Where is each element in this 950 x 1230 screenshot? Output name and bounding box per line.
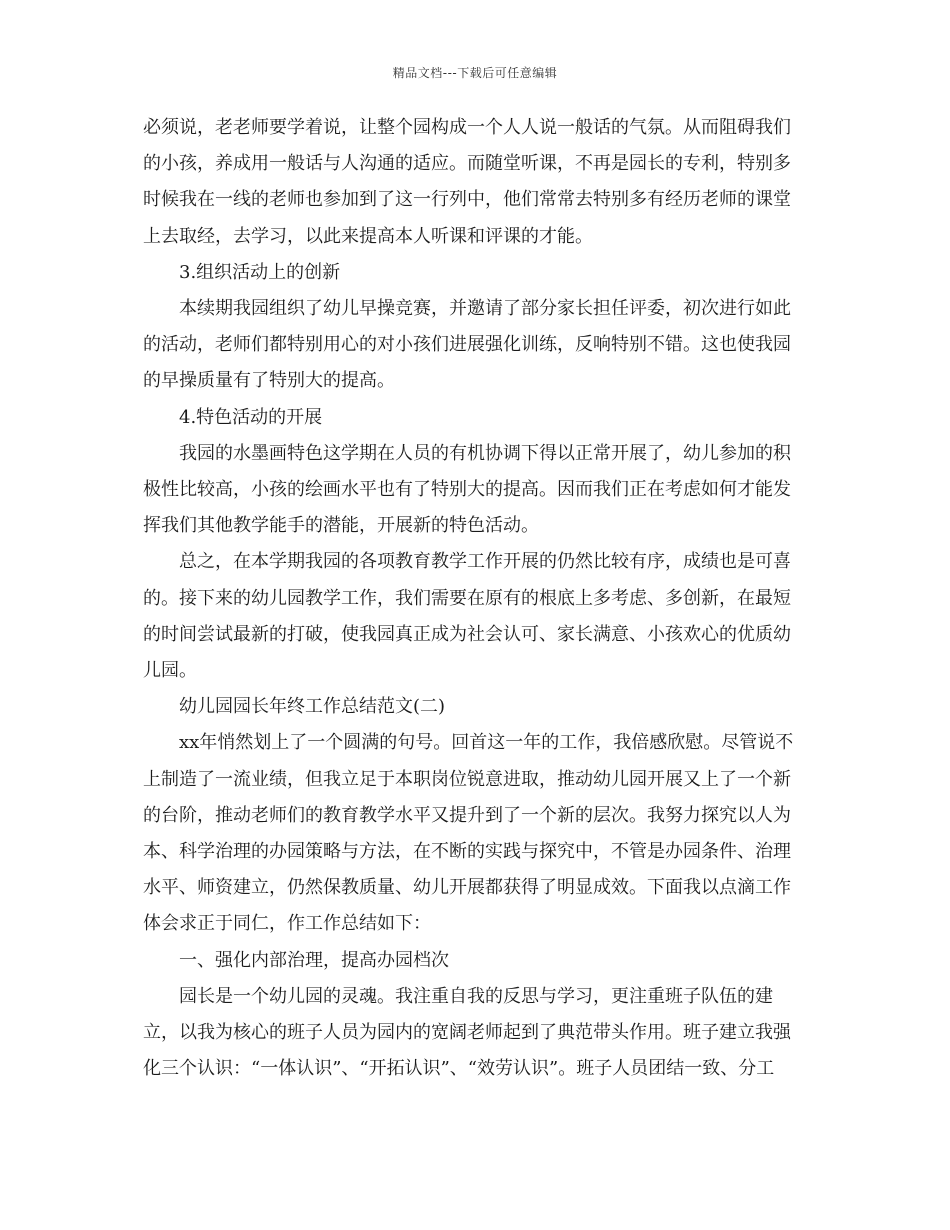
paragraph: 园长是一个幼儿园的灵魂。我注重自我的反思与学习，更注重班子队伍的建立，以我为核心的班子人员为园内的宽阔老师起到了典范带头作用。班子建立我强化三个认识：“一体认识”、“开拓认识”、“效劳认识”。班子人员团结一致、分工 xyxy=(143,985,791,1080)
paragraph: 总之，在本学期我园的各项教育教学工作开展的仍然比较有序，成绩也是可喜的。接下来的幼儿园教学工作，我们需要在原有的根底上多考虑、多创新，在最短的时间尝试最新的打破，使我园真正成为社会认可、家长满意、小孩欢心的优质幼儿园。 xyxy=(143,551,791,682)
paragraph: 本续期我园组织了幼儿早操竞赛，并邀请了部分家长担任评委，初次进行如此的活动，老师们都特别用心的对小孩们进展强化训练，反响特别不错。这也使我园的早操质量有了特别大的提高。 xyxy=(143,298,791,392)
document-body xyxy=(143,110,808,1087)
paragraph: xx年悄然划上了一个圆满的句号。回首这一年的工作，我倍感欣慰。尽管说不上制造了一流业绩，但我立足于本职岗位锐意进取，推动幼儿园开展又上了一个新的台阶，推动老师们的教育教学水平又提升到了一个新的层次。我努力探究以人为本、科学治理的办园策略与方法，在不断的实践与探究中，不管是办园条件、治理水平、师资建立，仍然保教质量、幼儿开展都获得了明显成效。下面我以点滴工作体会求正于同仁，作工作总结如下： xyxy=(143,732,794,935)
paragraph: 我园的水墨画特色这学期在人员的有机协调下得以正常开展了，幼儿参加的积极性比较高，小孩的绘画水平也有了特别大的提高。因而我们正在考虑如何才能发挥我们其他教学能手的潜能，开展新的特色活动。 xyxy=(143,442,791,537)
section-heading-organize-activities: 3.组织活动上的创新 xyxy=(179,261,341,283)
paragraph-continuation: 必须说，老老师要学着说，让整个园构成一个人人说一般话的气氛。从而阻碍我们的小孩，养成用一般话与人沟通的适应。而随堂听课，不再是园长的专利，特别多时候我在一线的老师也参加到了这一行列中，他们常常去特别多有经历老师的课堂上去取经，去学习，以此来提高本人听课和评课的才能。 xyxy=(143,117,791,247)
section-heading-internal-management: 一、强化内部治理，提高办园档次 xyxy=(179,949,449,971)
document-subtitle: 幼儿园园长年终工作总结范文(二) xyxy=(179,696,446,718)
page-header: 精品文档---下载后可任意编辑 xyxy=(392,66,558,80)
section-heading-special-activities: 4.特色活动的开展 xyxy=(179,406,323,428)
